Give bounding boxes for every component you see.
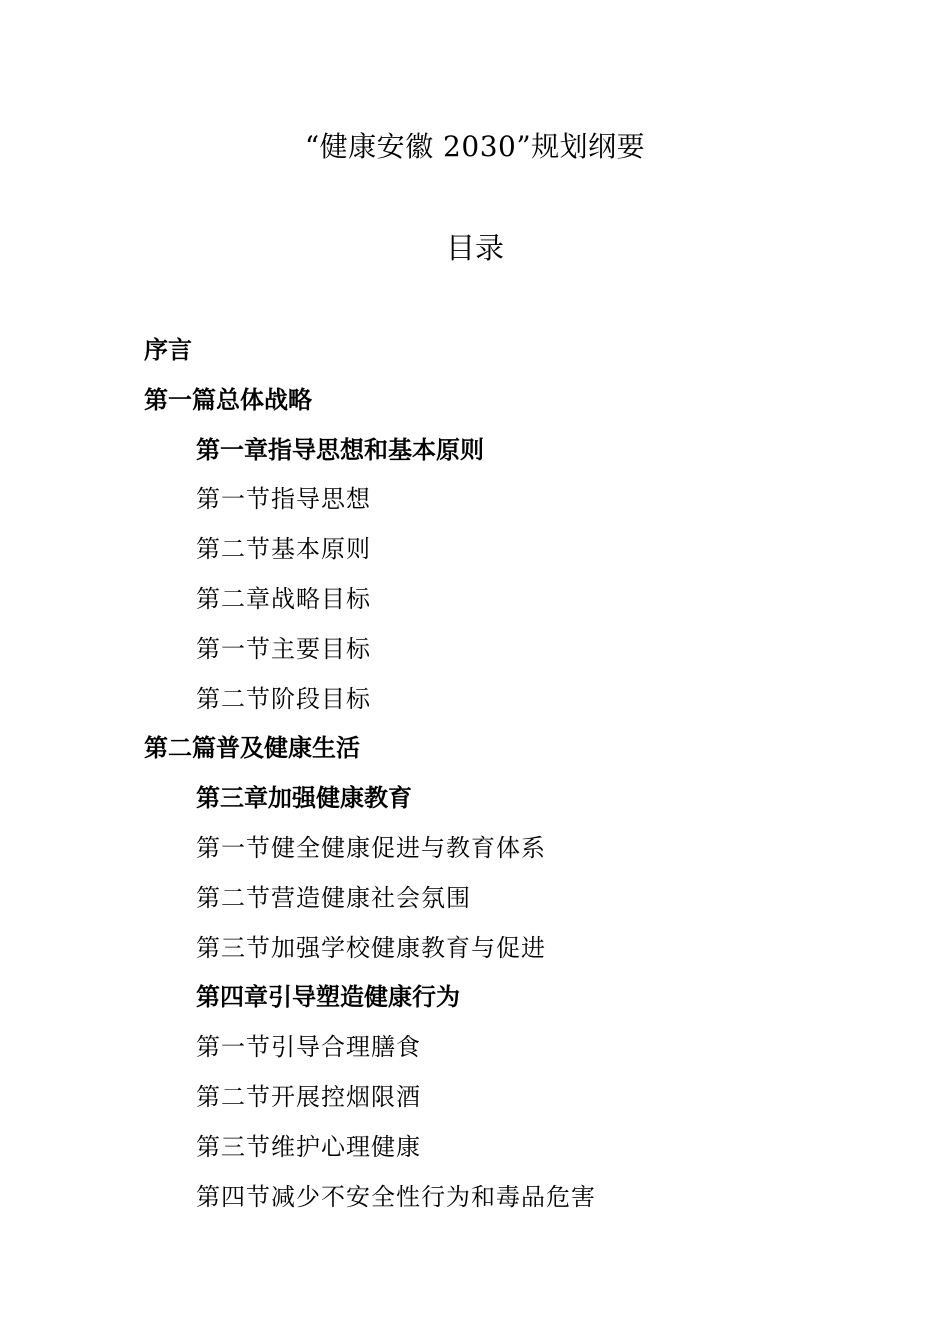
toc-item-chapter-3-section-1[interactable]: 第一节健全健康促进与教育体系 bbox=[196, 833, 546, 862]
toc-item-chapter-4-section-1[interactable]: 第一节引导合理膳食 bbox=[196, 1033, 421, 1062]
toc-item-chapter-2-section-2[interactable]: 第二节阶段目标 bbox=[196, 684, 371, 713]
toc-item-chapter-3[interactable]: 第三章加强健康教育 bbox=[196, 783, 412, 813]
toc-item-chapter-4-section-2[interactable]: 第二节开展控烟限酒 bbox=[196, 1082, 421, 1111]
toc-heading: 目录 bbox=[445, 231, 504, 265]
toc-item-chapter-4-section-4[interactable]: 第四节减少不安全性行为和毒品危害 bbox=[196, 1182, 596, 1211]
toc-item-part-1[interactable]: 第一篇总体战略 bbox=[144, 384, 312, 414]
document-title: “健康安徽 2030”规划纲要 bbox=[304, 130, 646, 163]
toc-item-chapter-1-section-2[interactable]: 第二节基本原则 bbox=[196, 535, 371, 564]
toc-item-chapter-3-section-3[interactable]: 第三节加强学校健康教育与促进 bbox=[196, 933, 546, 962]
toc-item-chapter-1-section-1[interactable]: 第一节指导思想 bbox=[196, 485, 371, 514]
toc-item-chapter-4[interactable]: 第四章引导塑造健康行为 bbox=[196, 982, 460, 1012]
table-of-contents bbox=[0, 330, 950, 1226]
toc-item-chapter-4-section-3[interactable]: 第三节维护心理健康 bbox=[196, 1132, 421, 1161]
toc-item-preface[interactable]: 序言 bbox=[144, 335, 192, 364]
toc-item-chapter-2[interactable]: 第二章战略目标 bbox=[196, 584, 371, 613]
toc-item-chapter-2-section-1[interactable]: 第一节主要目标 bbox=[196, 634, 371, 663]
toc-item-chapter-1[interactable]: 第一章指导思想和基本原则 bbox=[196, 434, 484, 464]
toc-item-chapter-3-section-2[interactable]: 第二节营造健康社会氛围 bbox=[196, 883, 471, 912]
toc-item-part-2[interactable]: 第二篇普及健康生活 bbox=[144, 733, 360, 763]
